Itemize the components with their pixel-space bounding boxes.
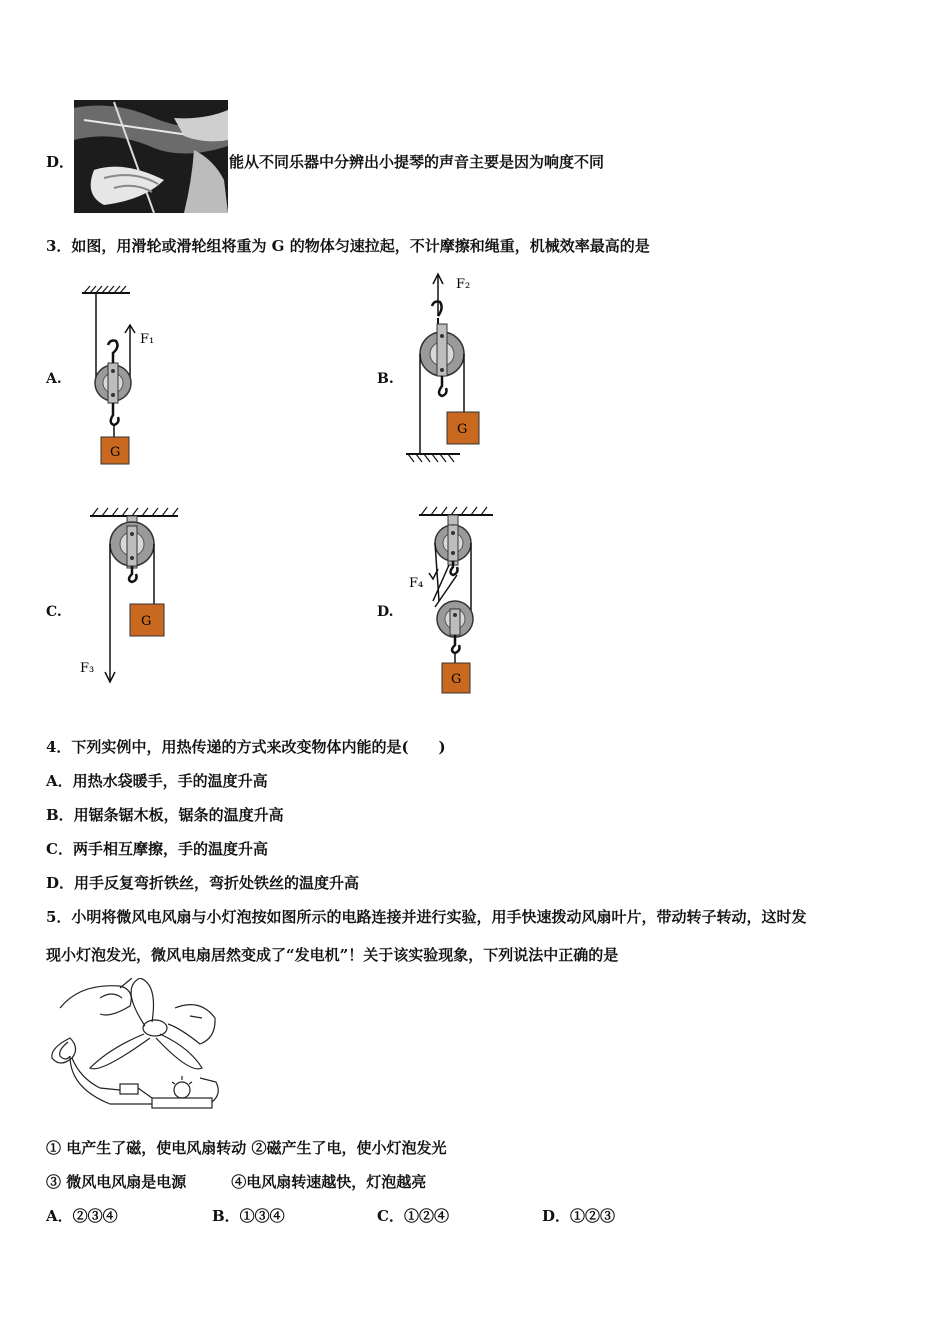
weight-label-d: G	[451, 672, 462, 687]
q5-choice-b: B．①③④	[212, 1207, 285, 1225]
force-label-f4: F₄	[409, 576, 424, 591]
weight-label-b: G	[457, 422, 468, 437]
question-4-stem: 4．下列实例中，用热传递的方式来改变物体内能的是( )	[46, 738, 446, 756]
q5-choice-a: A．②③④	[46, 1207, 118, 1225]
question-3-stem: 3．如图，用滑轮或滑轮组将重为 G 的物体匀速拉起，不计摩擦和绳重，机械效率最高的是	[46, 237, 650, 255]
weight-label-a: G	[110, 445, 121, 460]
q5-statements-line2: ③ 微风电风扇是电源 ④电风扇转速越快，灯泡越亮	[46, 1173, 427, 1191]
q3-option-d-label: D.	[377, 604, 394, 620]
q4-option-c: C．两手相互摩擦，手的温度升高	[46, 840, 268, 858]
violin-photo	[74, 100, 228, 213]
q5-statements-line1: ① 电产生了磁，使电风扇转动 ②磁产生了电，使小灯泡发光	[46, 1139, 447, 1157]
q4-option-d: D．用手反复弯折铁丝，弯折处铁丝的温度升高	[46, 874, 360, 892]
fan-circuit-illustration	[40, 978, 230, 1123]
force-label-f2: F₂	[456, 277, 471, 292]
pulley-diagram-d	[405, 503, 505, 703]
pulley-diagram-c	[74, 500, 194, 690]
q5-choice-d: D．①②③	[542, 1207, 616, 1225]
option-d-label: D．	[46, 153, 75, 171]
option-d-text: 能从不同乐器中分辨出小提琴的声音主要是因为响度不同	[229, 153, 605, 171]
weight-label-c: G	[141, 614, 152, 629]
question-5-stem-line1: 5．小明将微风电风扇与小灯泡按如图所示的电路连接并进行实验，用手快速拨动风扇叶片，带动转子转动，这时发	[46, 908, 807, 926]
force-label-f1: F₁	[140, 332, 155, 347]
q3-option-c-label: C.	[46, 604, 62, 620]
force-label-f3: F₃	[80, 661, 95, 676]
question-5-stem-line2: 现小灯泡发光，微风电扇居然变成了“发电机”！关于该实验现象，下列说法中正确的是	[46, 946, 619, 964]
q3-option-a-label: A.	[46, 371, 62, 387]
q4-option-b: B．用锯条锯木板，锯条的温度升高	[46, 806, 284, 824]
q5-choice-c: C．①②④	[377, 1207, 449, 1225]
pulley-diagram-a	[70, 283, 180, 473]
q3-option-b-label: B.	[377, 371, 394, 387]
q4-option-a: A．用热水袋暖手，手的温度升高	[46, 772, 268, 790]
pulley-diagram-b	[400, 266, 510, 466]
